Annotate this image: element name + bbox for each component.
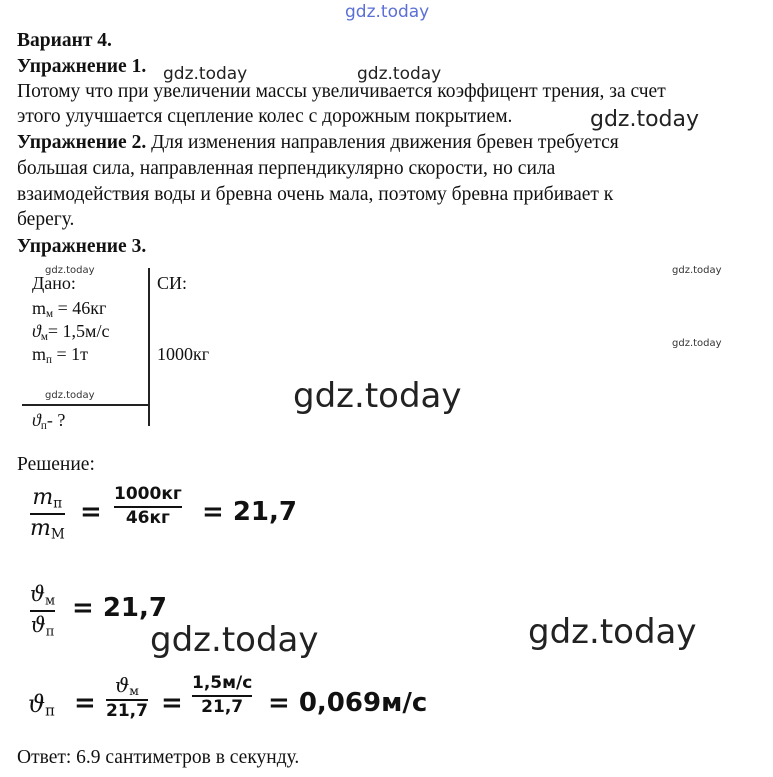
given-mass-boat: $m_п = 1т$ (32, 344, 89, 366)
given-horizontal-divider (22, 404, 150, 406)
eq3-fraction-1: $ϑ_м$ 21,7 (106, 673, 148, 722)
watermark: gdz.today (590, 107, 700, 132)
solution-label: Решение: (17, 454, 95, 475)
watermark: gdz.today (45, 265, 95, 276)
watermark-top: gdz.today (345, 2, 430, 22)
si-mass-boat: 1000кг (157, 344, 210, 364)
exercise-2-text: Для изменения направления движения бревен требуется (146, 132, 619, 153)
eq3-equals: = (74, 688, 96, 718)
given-speed-boy: $ϑ_м= 1,5м/с$ (32, 321, 110, 343)
given-vertical-divider (148, 268, 150, 426)
watermark: gdz.today (150, 620, 319, 660)
exercise-1-heading: Упражнение 1. (17, 56, 147, 77)
watermark: gdz.today (163, 64, 248, 84)
exercise-2-text-line: большая сила, направленная перпендикулярно скорости, но сила (17, 158, 556, 179)
watermark: gdz.today (45, 390, 95, 401)
watermark: gdz.today (672, 265, 722, 276)
eq1-lhs-fraction: $m_п$ $m_М$ (30, 485, 65, 543)
eq3-result: = 0,069м/с (268, 688, 428, 718)
eq1-result: = 21,7 (202, 497, 297, 527)
eq2-result: = 21,7 (72, 593, 167, 623)
given-label: Дано: (32, 273, 76, 293)
exercise-2-text-line: взаимодействия воды и бревна очень мала, поэтому бревна прибивает к (17, 184, 614, 205)
exercise-1-text-line: Потому что при увеличении массы увеличивается коэффицент трения, за счет (17, 81, 666, 102)
exercise-1-text-line: этого улучшается сцепление колес с дорожным покрытием. (17, 106, 513, 127)
eq1-rhs-fraction: 1000кг 46кг (114, 484, 182, 528)
given-mass-boy: $m_м = 46кг$ (32, 298, 107, 320)
exercise-2-heading: Упражнение 2. (17, 132, 147, 153)
find-speed-boat: $ϑ_п-$ ? (32, 410, 66, 432)
eq2-fraction: $ϑ_м$ $ϑ_п$ (30, 582, 56, 640)
eq3-fraction-2: 1,5м/с 21,7 (192, 673, 253, 717)
watermark: gdz.today (357, 64, 442, 84)
eq1-equals: = (80, 497, 102, 527)
answer-text: Ответ: 6.9 сантиметров в секунду. (17, 747, 300, 768)
si-label: СИ: (157, 273, 188, 293)
eq3-equals-2: = (161, 688, 183, 718)
watermark: gdz.today (528, 612, 697, 652)
exercise-2-first-line (17, 130, 619, 156)
eq3-lhs: $ϑ_п$ (28, 690, 56, 720)
variant-title: Вариант 4. (17, 30, 112, 51)
exercise-2-text-line: берегу. (17, 209, 75, 230)
watermark: gdz.today (293, 376, 462, 416)
exercise-3-heading: Упражнение 3. (17, 236, 147, 257)
watermark: gdz.today (672, 338, 722, 349)
